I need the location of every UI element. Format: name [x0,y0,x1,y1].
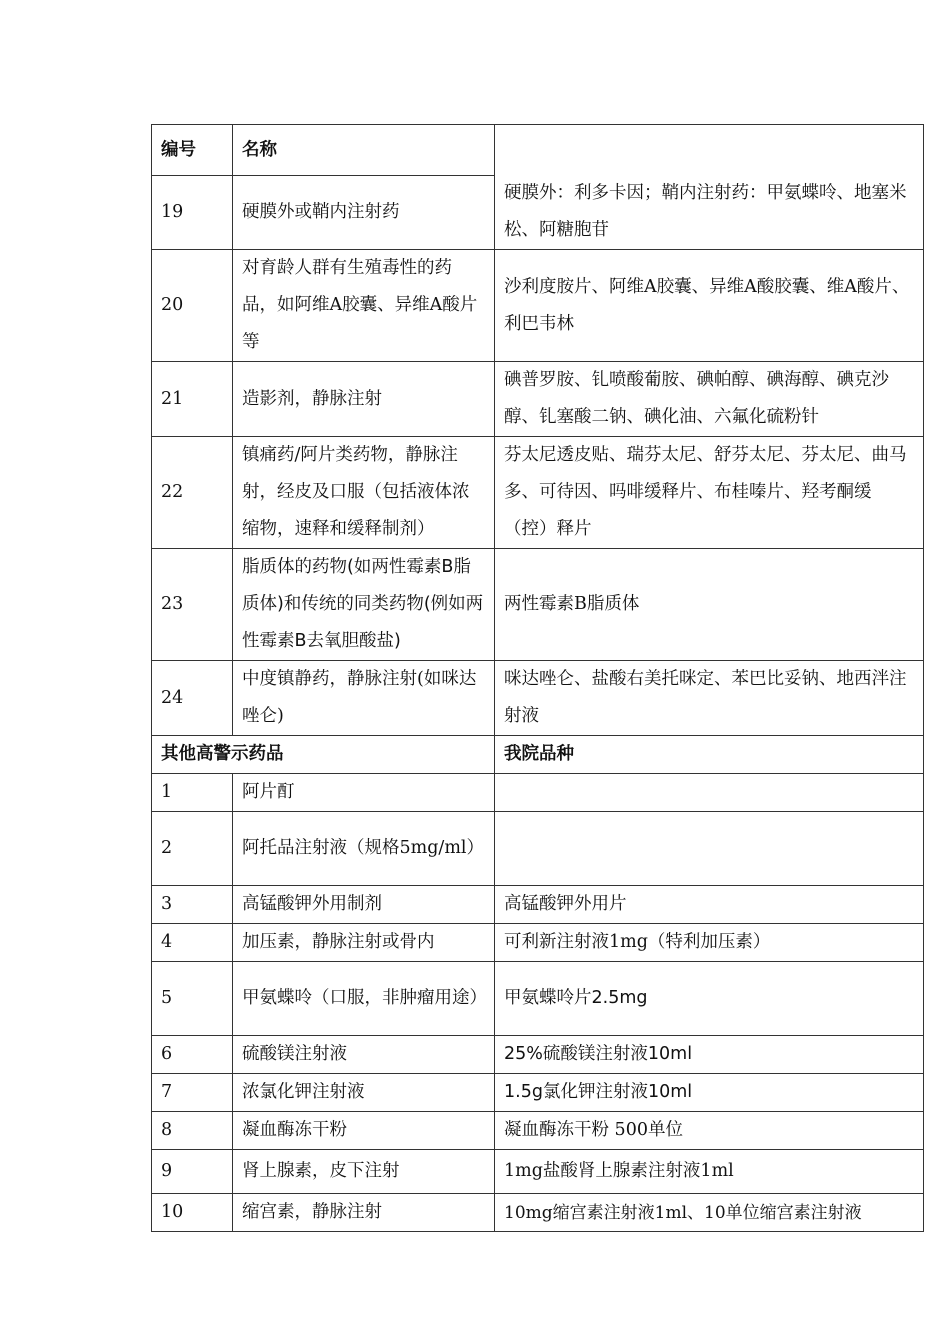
row-name: 硫酸镁注射液 [233,1036,495,1074]
row-num: 20 [152,250,233,362]
header-num: 编号 [152,125,233,176]
row-num: 22 [152,437,233,549]
products-19: 硬膜外：利多卡因；鞘内注射药：甲氨蝶呤、地塞米松、阿糖胞苷 [495,125,924,250]
table-row [152,362,924,437]
row-products: 1mg盐酸肾上腺素注射液1ml [495,1150,924,1194]
row-num: 9 [152,1150,233,1194]
row-name: 高锰酸钾外用制剂 [233,886,495,924]
row-num: 5 [152,962,233,1036]
table-row [152,1074,924,1112]
row-name: 加压素，静脉注射或骨内 [233,924,495,962]
row-name: 甲氨蝶呤（口服，非肿瘤用途） [233,962,495,1036]
row-name: 造影剂，静脉注射 [233,362,495,437]
table-row [152,549,924,661]
row-num: 6 [152,1036,233,1074]
row-name: 脂质体的药物(如两性霉素B脂质体)和传统的同类药物(例如两性霉素B去氧胆酸盐) [233,549,495,661]
row-products [495,812,924,886]
row-products: 可利新注射液1mg（特利加压素） [495,924,924,962]
row-num: 1 [152,774,233,812]
row-num: 7 [152,1074,233,1112]
table-row [152,1112,924,1150]
row-products: 两性霉素B脂质体 [495,549,924,661]
header-name: 名称 [233,125,495,176]
row-name: 镇痛药/阿片类药物，静脉注射，经皮及口服（包括液体浓缩物，速释和缓释制剂） [233,437,495,549]
row-name: 凝血酶冻干粉 [233,1112,495,1150]
header-row [152,125,924,176]
row-products: 碘普罗胺、钆喷酸葡胺、碘帕醇、碘海醇、碘克沙醇、钆塞酸二钠、碘化油、六氟化硫粉针 [495,362,924,437]
row-num: 4 [152,924,233,962]
row-products: 25%硫酸镁注射液10ml [495,1036,924,1074]
table-row [152,250,924,362]
row-products: 沙利度胺片、阿维A胶囊、异维A酸胶囊、维A酸片、利巴韦林 [495,250,924,362]
row-name: 中度镇静药，静脉注射(如咪达唑仑) [233,661,495,736]
row-products: 芬太尼透皮贴、瑞芬太尼、舒芬太尼、芬太尼、曲马多、可待因、吗啡缓释片、布桂嗪片、羟考酮缓（控）释片 [495,437,924,549]
drug-table [151,124,924,1232]
row-num: 19 [152,176,233,250]
row-num: 21 [152,362,233,437]
row-products: 1.5g氯化钾注射液10ml [495,1074,924,1112]
table-row [152,924,924,962]
row-products: 高锰酸钾外用片 [495,886,924,924]
row-name: 阿片酊 [233,774,495,812]
table-row [152,437,924,549]
row-products: 10mg缩宫素注射液1ml、10单位缩宫素注射液 [495,1194,924,1232]
row-name: 肾上腺素，皮下注射 [233,1150,495,1194]
table-row [152,661,924,736]
table-row [152,1194,924,1232]
row-products [495,774,924,812]
section-right: 我院品种 [495,736,924,774]
row-name: 缩宫素，静脉注射 [233,1194,495,1232]
table-row [152,812,924,886]
row-num: 24 [152,661,233,736]
row-products: 凝血酶冻干粉 500单位 [495,1112,924,1150]
row-num: 23 [152,549,233,661]
row-num: 8 [152,1112,233,1150]
row-products: 咪达唑仑、盐酸右美托咪定、苯巴比妥钠、地西泮注射液 [495,661,924,736]
row-name: 对育龄人群有生殖毒性的药品，如阿维A胶囊、异维A酸片等 [233,250,495,362]
row-num: 3 [152,886,233,924]
row-name: 硬膜外或鞘内注射药 [233,176,495,250]
table-row [152,886,924,924]
row-num: 2 [152,812,233,886]
row-products: 甲氨蝶呤片2.5mg [495,962,924,1036]
table-row [152,1036,924,1074]
table-row [152,1150,924,1194]
table-row [152,774,924,812]
section-row [152,736,924,774]
row-name: 阿托品注射液（规格5mg/ml） [233,812,495,886]
row-num: 10 [152,1194,233,1232]
table-row [152,962,924,1036]
row-name: 浓氯化钾注射液 [233,1074,495,1112]
section-left: 其他高警示药品 [152,736,495,774]
